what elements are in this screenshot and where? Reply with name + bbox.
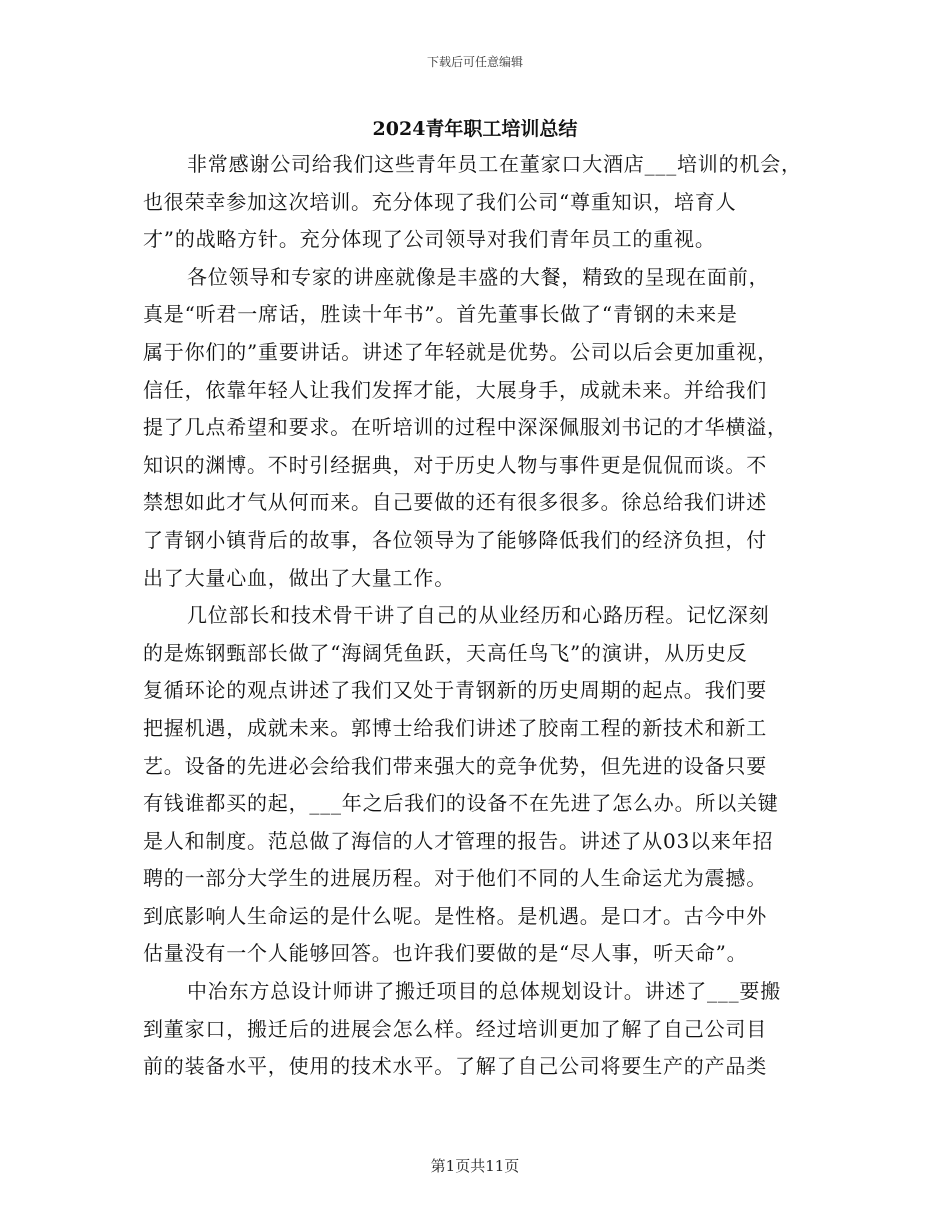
document-body <box>143 146 815 1086</box>
text-line: 的是炼钢甄部长做了“海阔凭鱼跃，天高任鸟飞”的演讲，从历史反 <box>143 640 748 665</box>
text-line: 到董家口，搬迁后的进展会怎么样。经过培训更加了解了自己公司目 <box>143 1016 767 1041</box>
page-number: 第1页共11页 <box>430 1157 520 1175</box>
text-line: 复循环论的观点讲述了我们又处于青钢新的历史周期的起点。我们要 <box>143 678 767 703</box>
page-header-note: 下载后可任意编辑 <box>426 55 523 69</box>
text-line: 各位领导和专家的讲座就像是丰盛的大餐，精致的呈现在面前， <box>187 264 770 289</box>
text-line: 禁想如此才气从何而来。自己要做的还有很多很多。徐总给我们讲述 <box>143 490 767 515</box>
text-line: 才”的战略方针。充分体现了公司领导对我们青年员工的重视。 <box>143 227 716 252</box>
text-line: 前的装备水平，使用的技术水平。了解了自己公司将要生产的产品类 <box>143 1054 767 1079</box>
text-line: 真是“听君一席话，胜读十年书”。首先董事长做了“青钢的未来是 <box>143 302 738 327</box>
text-line: 提了几点希望和要求。在听培训的过程中深深佩服刘书记的才华横溢， <box>143 415 788 440</box>
text-line: 有钱谁都买的起，___年之后我们的设备不在先进了怎么办。所以关键 <box>143 791 779 816</box>
text-line: 非常感谢公司给我们这些青年员工在董家口大酒店___培训的机会， <box>187 152 802 176</box>
text-line: 聘的一部分大学生的进展历程。对于他们不同的人生命运尤为震撼。 <box>143 866 767 891</box>
text-line: 中冶东方总设计师讲了搬迁项目的总体规划设计。讲述了___要搬 <box>187 979 781 1004</box>
text-line: 估量没有一个人能够回答。也许我们要做的是“尽人事，听天命”。 <box>143 941 748 966</box>
text-line: 几位部长和技术骨干讲了自己的从业经历和心路历程。记忆深刻 <box>187 603 770 628</box>
text-line: 信任，依靠年轻人让我们发挥才能，大展身手，成就未来。并给我们 <box>143 377 767 402</box>
text-line: 也很荣幸参加这次培训。充分体现了我们公司“尊重知识，培育人 <box>143 189 737 214</box>
text-line: 属于你们的”重要讲话。讲述了年轻就是优势。公司以后会更加重视， <box>143 339 779 364</box>
text-line: 了青钢小镇背后的故事，各位领导为了能够降低我们的经济负担，付 <box>143 527 767 552</box>
text-line: 把握机遇，成就未来。郭博士给我们讲述了胶南工程的新技术和新工 <box>143 715 767 740</box>
text-line: 到底影响人生命运的是什么呢。是性格。是机遇。是口才。古今中外 <box>143 903 767 928</box>
document-title: 2024青年职工培训总结 <box>372 118 578 140</box>
text-line: 出了大量心血，做出了大量工作。 <box>143 565 455 590</box>
text-line: 是人和制度。范总做了海信的人才管理的报告。讲述了从03以来年招 <box>143 828 774 853</box>
text-line: 知识的渊博。不时引经据典，对于历史人物与事件更是侃侃而谈。不 <box>143 452 767 477</box>
text-line: 艺。设备的先进必会给我们带来强大的竞争优势，但先进的设备只要 <box>143 753 767 778</box>
